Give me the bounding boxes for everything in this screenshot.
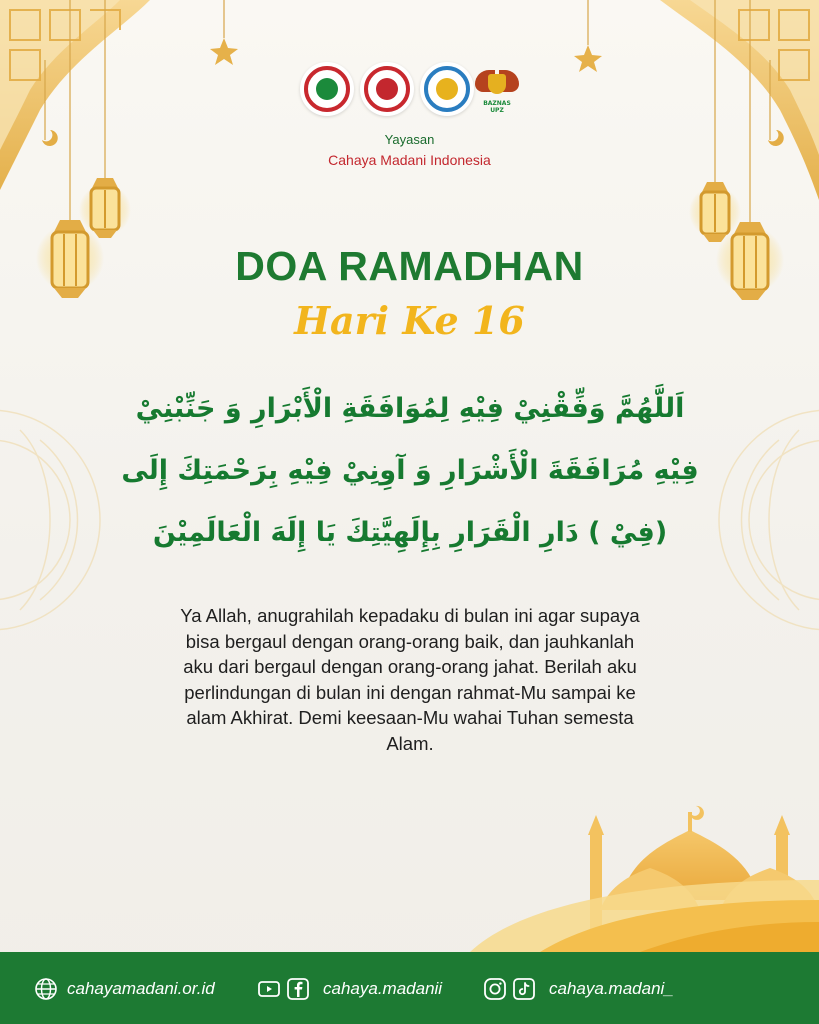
youtube-icon[interactable]	[257, 977, 281, 1001]
garuda-emblem	[475, 64, 519, 120]
arabic-line: اَللَّهُمَّ وَفِّقْنِيْ فِيْهِ لِمُوَافَقَةِ الْأَبْرَارِ وَ جَنِّبْنِيْ	[135, 393, 685, 424]
tiktok-icon[interactable]	[512, 977, 536, 1001]
partner-logos	[300, 62, 525, 122]
website-link[interactable]: cahayamadani.or.id	[67, 979, 215, 998]
community-logo	[420, 62, 474, 116]
arabic-line: فِيْهِ مُرَافَقَةَ الْأَشْرَارِ وَ آوِنِيْ فِيْهِ بِرَحْمَتِكَ إِلَى	[121, 455, 699, 486]
globe-icon	[34, 977, 58, 1001]
cahaya-madani-logo	[300, 62, 354, 116]
organization-logo	[360, 62, 414, 116]
ornament-top-right	[660, 0, 819, 200]
garuda-caption: BAZNAS UPZ	[483, 100, 511, 114]
facebook-handle[interactable]: cahaya.madanii	[323, 979, 443, 998]
translation-line: perlindungan di bulan ini dengan rahmat-Mu sampai ke	[184, 681, 636, 703]
organization-name: Cahaya Madani Indonesia	[328, 152, 491, 168]
instagram-icon[interactable]	[483, 977, 507, 1001]
arabic-line: (فِيْ ) دَارِ الْقَرَارِ بِإِلَهِيَّتِكَ يَا إِلَهَ الْعَالَمِيْنَ	[152, 517, 668, 548]
mosque-silhouette	[470, 806, 819, 952]
page-title: DOA RAMADHAN	[235, 243, 584, 289]
footer-youtube-facebook[interactable]	[257, 976, 442, 1002]
footer-website[interactable]	[34, 976, 215, 1002]
translation-line: bisa bergaul dengan orang-orang baik, dan jauhkanlah	[185, 630, 635, 652]
footer-instagram-tiktok[interactable]	[483, 976, 674, 1002]
translation-line: aku dari bergaul dengan orang-orang jahat. Berilah aku	[183, 656, 637, 677]
instagram-handle[interactable]: cahaya.madani_	[549, 979, 674, 998]
facebook-icon[interactable]	[286, 977, 310, 1001]
translation-line: alam Akhirat. Demi keesaan-Mu wahai Tuhan semesta	[186, 707, 634, 728]
footer-bar	[0, 952, 819, 1024]
page-subtitle: Hari Ke 16	[294, 298, 525, 343]
translation-line: Ya Allah, anugrahilah kepadaku di bulan ini agar supaya	[180, 605, 640, 626]
arabic-prayer	[80, 378, 740, 564]
organization-label: Yayasan	[384, 132, 435, 147]
translation-line: Alam.	[386, 732, 434, 754]
prayer-translation	[100, 603, 720, 756]
